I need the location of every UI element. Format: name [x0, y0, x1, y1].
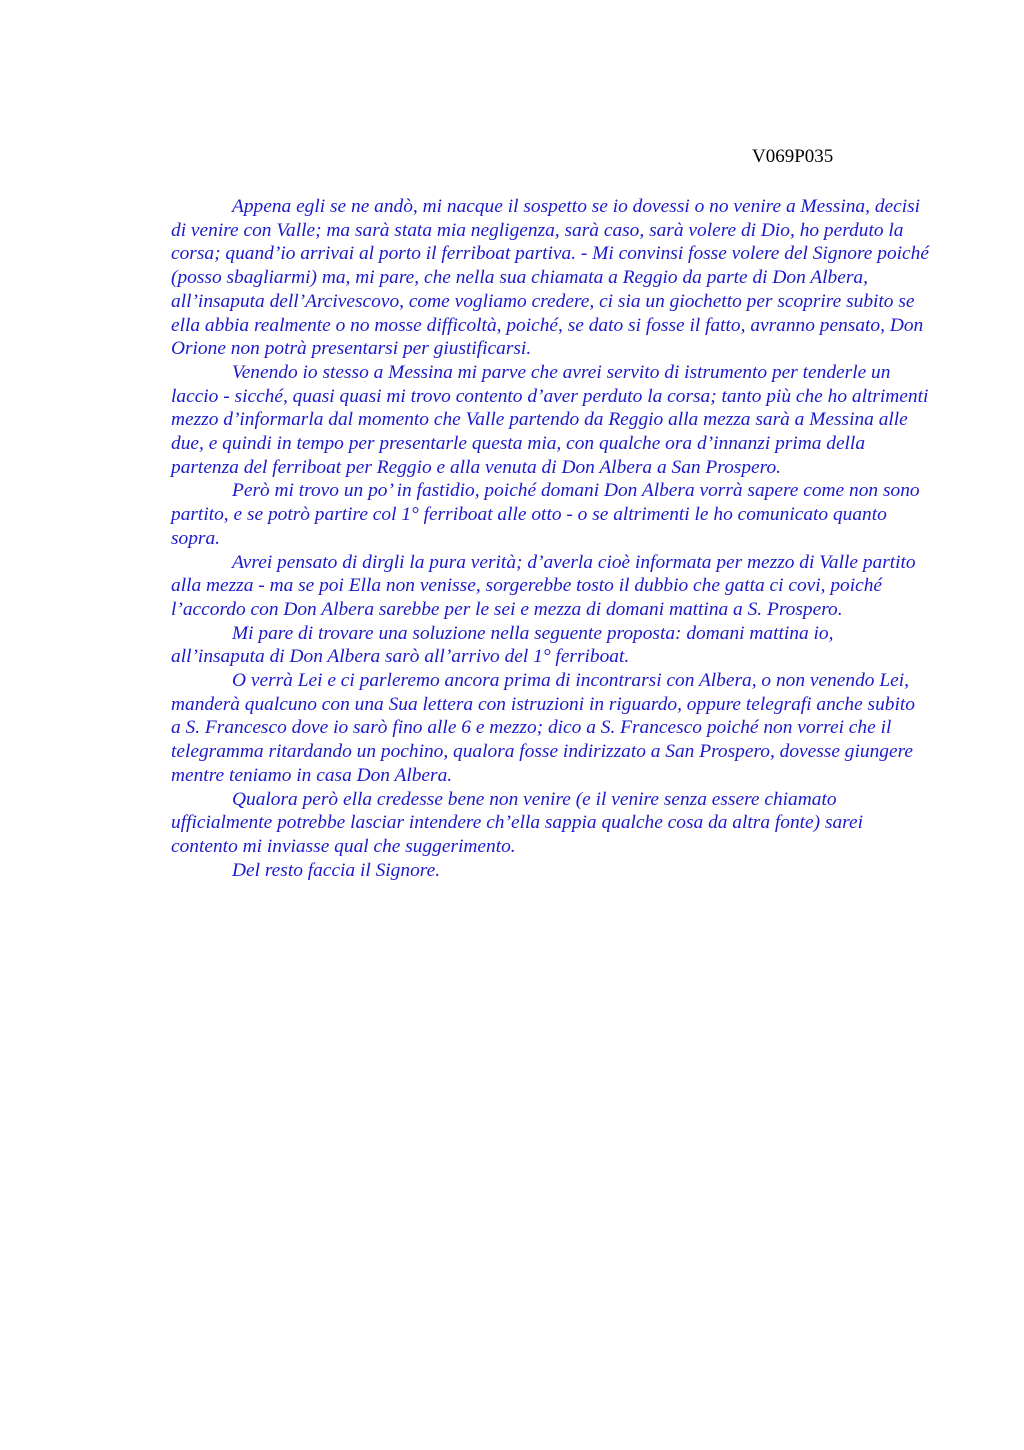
page-code: V069P035 [752, 146, 834, 167]
paragraph-7: Qualora però ella credesse bene non venire (e il venire senza essere chiamato ufficialmente potrebbe lasciar intendere ch’ella sappia qualche cosa da altra fonte) sarei contento mi inviasse qual che suggerimento. [171, 788, 864, 857]
paragraph-1: Appena egli se ne andò, mi nacque il sospetto se io dovessi o no venire a Messina, decisi di venire con Valle; ma sarà stata mia negligenza, sarà caso, sarà volere di Dio, ho perduto la corsa; quand’io arrivai al porto il ferriboat partiva. - Mi convinsi fosse volere del Signore poiché (posso sbagliarmi) ma, mi pare, che nella sua chiamata a Reggio da parte di Don Albera, all’insaputa dell’Arcivescovo, come vogliamo credere, ci sia un giochetto per scoprire subito se ella abbia realmente o no mosse difficoltà, poiché, se dato si fosse il fatto, avranno pensato, Don Orione non potrà presentarsi per giustificarsi. [171, 196, 929, 360]
paragraph-4: Avrei pensato di dirgli la pura verità; d’averla cioè informata per mezzo di Valle partito alla mezza - ma se poi Ella non venisse, sorgerebbe tosto il dubbio che gatta ci covi, poiché l’accordo con Don Albera sarebbe per le sei e mezza di domani mattina a S. Prospero. [171, 551, 916, 620]
paragraph-5: Mi pare di trovare una soluzione nella seguente proposta: domani mattina io, all’insaputa di Don Albera sarò all’arrivo del 1° ferriboat. [171, 622, 834, 668]
paragraph-3: Però mi trovo un po’ in fastidio, poiché domani Don Albera vorrà sapere come non sono partito, e se potrò partire col 1° ferriboat alle otto - o se altrimenti le ho comunicato quanto sopra. [171, 480, 920, 549]
paragraph-6: O verrà Lei e ci parleremo ancora prima di incontrarsi con Albera, o non venendo Lei, manderà qualcuno con una Sua lettera con istruzioni in riguardo, oppure telegrafi anche subito a S. Francesco dove io sarò fino alle 6 e mezzo; dico a S. Francesco poiché non vorrei che il telegramma ritardando un pochino, qualora fosse indirizzato a San Prospero, dovesse giungere mentre teniamo in casa Don Albera. [171, 670, 915, 786]
paragraph-2: Venendo io stesso a Messina mi parve che avrei servito di istrumento per tenderle un laccio - sicché, quasi quasi mi trovo contento d’aver perduto la corsa; tanto più che ho altrimenti mezzo d’informarla dal momento che Valle partendo da Reggio alla mezza sarà a Messina alle due, e quindi in tempo per presentarle questa mia, con qualche ora d’innanzi prima della partenza del ferriboat per Reggio e alla venuta di Don Albera a San Prospero. [171, 361, 929, 478]
letter-body [171, 195, 929, 882]
paragraph-8: Del resto faccia il Signore. [232, 859, 441, 881]
